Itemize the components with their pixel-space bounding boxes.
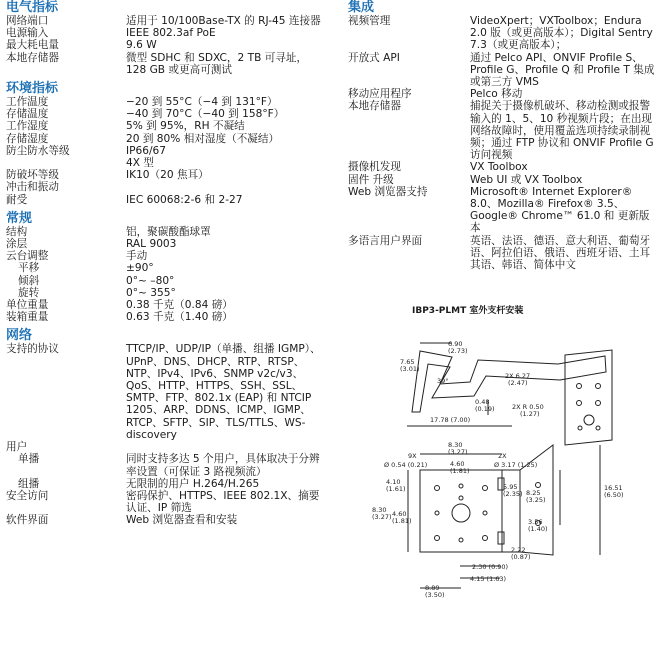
spec-key: 网络端口 — [6, 15, 49, 27]
svg-text:9X: 9X — [408, 452, 417, 460]
left-column — [6, 0, 324, 527]
spec-value: 9.6 W — [126, 39, 157, 52]
spec-value: 铝，聚碳酸酯球罩 — [126, 225, 211, 238]
svg-text:(1.40): (1.40) — [528, 525, 548, 533]
svg-text:(2.73): (2.73) — [448, 347, 468, 355]
spec-key: 支持的协议 — [6, 343, 59, 356]
svg-text:(3.27): (3.27) — [372, 513, 392, 521]
spec-value: Microsoft® Internet Explorer® 8.0、Mozilla® Firefox® 3.5、Google® Chrome™ 61.0 和 更新版本 — [470, 185, 650, 235]
spec-value: 4X 型 — [126, 157, 154, 170]
spec-key: 多语言用户界面 — [348, 234, 423, 247]
section-title: 集成 — [348, 0, 375, 15]
spec-key: 最大耗电量 — [6, 39, 59, 52]
spec-value: VideoXpert；VXToolbox；Endura 2.0 版（或更高版本）；Digital Sentry 7.3（或更高版本）； — [470, 15, 653, 52]
spec-key — [6, 157, 126, 169]
spec-key: 结构 — [6, 225, 28, 238]
svg-text:39°: 39° — [437, 377, 449, 385]
spec-row — [348, 235, 658, 272]
spec-row — [6, 96, 324, 108]
spec-row — [6, 287, 324, 299]
spec-key: 旋转 — [18, 286, 40, 299]
spec-row — [6, 262, 324, 274]
spec-value: IEEE 802.3af PoE — [126, 27, 216, 40]
spec-key: 组播 — [18, 477, 40, 490]
spec-row — [6, 299, 324, 311]
svg-text:(3.25): (3.25) — [526, 496, 546, 504]
spec-row — [6, 343, 324, 441]
spec-key: 防破坏等级 — [6, 169, 59, 182]
svg-text:(3.50): (3.50) — [425, 591, 445, 599]
spec-value: 适用于 10/100Base-TX 的 RJ-45 连接器 — [126, 15, 321, 27]
spec-value: 0.38 千克（0.84 磅） — [126, 299, 233, 312]
section-title: 电气指标 — [6, 0, 59, 15]
spec-value — [126, 181, 324, 193]
spec-row — [6, 181, 324, 193]
spec-row — [348, 88, 658, 100]
spec-row — [6, 133, 324, 145]
spec-row — [6, 52, 324, 76]
spec-value: −40 到 70°C（−40 到 158°F） — [126, 108, 285, 121]
svg-text:5.95: 5.95 — [503, 483, 518, 491]
spec-value: 0.63 千克（1.40 磅） — [126, 311, 233, 324]
spec-key: 装箱重量 — [6, 311, 49, 324]
spec-value: −20 到 55°C（−4 到 131°F） — [126, 96, 278, 109]
spec-value: 密码保护、HTTPS、IEEE 802.1X、摘要认证、IP 筛选 — [126, 489, 320, 515]
svg-text:7.65: 7.65 — [400, 358, 415, 366]
spec-value: Pelco 移动 — [470, 88, 523, 101]
spec-row — [348, 52, 658, 89]
spec-row — [6, 120, 324, 132]
svg-text:Ø 0.54 (0.21): Ø 0.54 (0.21) — [384, 461, 428, 469]
spec-value: 英语、法语、德语、意大利语、葡萄牙语、阿拉伯语、俄语、西班牙语、土耳其语、韩语、简体中文 — [470, 234, 651, 272]
spec-row — [6, 39, 324, 51]
spec-row — [6, 238, 324, 250]
spec-row — [6, 514, 324, 526]
svg-text:4.15 (1.63): 4.15 (1.63) — [470, 575, 507, 583]
spec-key: 耐受 — [6, 193, 28, 206]
spec-value: IEC 60068:2-6 和 2-27 — [126, 193, 243, 206]
spec-row — [348, 15, 658, 52]
right-column — [348, 0, 658, 271]
section-title: 常规 — [6, 210, 33, 226]
spec-key: 工作湿度 — [6, 120, 49, 133]
section-title: 环境指标 — [6, 81, 59, 97]
spec-value: RAL 9003 — [126, 238, 177, 251]
spec-key: Web 浏览器支持 — [348, 185, 428, 198]
svg-text:(1.61): (1.61) — [386, 485, 406, 493]
spec-key: 单位重量 — [6, 299, 49, 312]
figure-title: IBP3-PLMT 室外支杆安装 — [412, 306, 524, 316]
svg-text:8.25: 8.25 — [526, 489, 541, 497]
spec-value: Web UI 或 VX Toolbox — [470, 173, 583, 186]
spec-key: 本地存储器 — [348, 100, 401, 113]
spec-key: 本地存储器 — [6, 51, 59, 64]
svg-text:8.89: 8.89 — [425, 584, 440, 592]
spec-key: 存储湿度 — [6, 132, 49, 145]
svg-text:(1.27): (1.27) — [520, 410, 540, 418]
svg-text:16.51: 16.51 — [604, 484, 623, 492]
svg-text:(3.27): (3.27) — [448, 448, 468, 456]
section-title: 网络 — [6, 328, 33, 344]
svg-text:2X R 0.50: 2X R 0.50 — [512, 403, 544, 411]
spec-value: 0°~ –80° — [126, 274, 175, 287]
spec-row — [6, 145, 324, 157]
spec-row — [6, 275, 324, 287]
bracket-front-plate — [420, 470, 502, 552]
svg-text:(0.87): (0.87) — [511, 553, 531, 561]
bracket-side-profile — [412, 351, 606, 412]
spec-row — [348, 186, 658, 235]
spec-row — [6, 490, 324, 514]
spec-value: IP66/67 — [126, 144, 167, 157]
spec-value: 手动 — [126, 250, 148, 263]
spec-value: 同时支持多达 5 个用户，具体取决于分辨率设置（可保证 3 路视频流） — [126, 453, 320, 478]
spec-key: 安全访问 — [6, 489, 49, 502]
spec-value: VX Toolbox — [470, 161, 528, 174]
spec-row — [348, 100, 658, 161]
bracket-plate-side — [565, 350, 612, 445]
svg-text:(6.50): (6.50) — [604, 491, 624, 499]
spec-value: 5% 到 95%，RH 不凝结 — [126, 120, 245, 133]
spec-value: 微型 SDHC 和 SDXC，2 TB 可寻址，128 GB 或更高可测试 — [126, 51, 308, 76]
spec-value: 20 到 80% 相对湿度（不凝结） — [126, 132, 280, 145]
spec-value: 捕捉关于摄像机破坏、移动检测或报警输入的 1、5、10 秒视频片段；在出现网络故障时，使用覆盖选项持续录制视频；通过 FTP 协议和 ONVIF Profile G 访问视频 — [470, 100, 654, 162]
svg-text:(2.35): (2.35) — [503, 490, 523, 498]
spec-key: 平移 — [18, 262, 40, 275]
spec-key: 单播 — [18, 453, 40, 466]
spec-row — [6, 478, 324, 490]
spec-key: 视频管理 — [348, 15, 391, 27]
spec-value: 通过 Pelco API、ONVIF Profile S、Profile G、Profile Q 和 Profile T 集成或第三方 VMS — [470, 51, 655, 89]
svg-text:4.60: 4.60 — [450, 460, 465, 468]
spec-value: 0°~ 355° — [126, 286, 176, 299]
svg-text:3.56: 3.56 — [528, 518, 543, 526]
spec-key: 固件 升级 — [348, 173, 394, 186]
svg-text:Ø 3.17 (1.25): Ø 3.17 (1.25) — [494, 461, 538, 469]
svg-text:4.10: 4.10 — [386, 478, 401, 486]
svg-text:(1.81): (1.81) — [392, 517, 412, 525]
svg-text:2.22: 2.22 — [511, 546, 526, 554]
spec-value — [126, 441, 324, 453]
spec-key: 防尘防水等级 — [6, 144, 70, 157]
spec-row — [348, 174, 658, 186]
spec-row — [6, 250, 324, 262]
spec-key: 涂层 — [6, 238, 28, 251]
spec-key: 冲击和振动 — [6, 181, 59, 194]
spec-row — [6, 157, 324, 169]
spec-key: 软件界面 — [6, 514, 49, 527]
dim-label: 6.90 — [448, 340, 463, 348]
spec-value: Web 浏览器查看和安装 — [126, 514, 238, 527]
spec-row — [6, 108, 324, 120]
svg-text:17.78 (7.00): 17.78 (7.00) — [430, 416, 471, 424]
spec-row — [6, 453, 324, 477]
svg-text:(0.19): (0.19) — [475, 405, 495, 413]
svg-text:(3.01): (3.01) — [400, 365, 420, 373]
svg-text:2X: 2X — [498, 452, 507, 460]
spec-value: ±90° — [126, 262, 154, 275]
svg-text:(1.81): (1.81) — [450, 467, 470, 475]
svg-text:8.30: 8.30 — [448, 441, 463, 449]
svg-text:8.30: 8.30 — [372, 506, 387, 514]
spec-key: 云台调整 — [6, 250, 49, 263]
svg-text:4.60: 4.60 — [392, 510, 407, 518]
svg-text:(2.47): (2.47) — [508, 379, 528, 387]
spec-row — [6, 441, 324, 453]
svg-text:0.48: 0.48 — [475, 398, 490, 406]
spec-key: 工作温度 — [6, 96, 49, 109]
spec-key: 移动应用程序 — [348, 88, 412, 101]
svg-text:2X 6.27: 2X 6.27 — [505, 372, 531, 380]
spec-key: 用户 — [6, 441, 28, 454]
spec-value: 无限制的用户 H.264/H.265 — [126, 477, 260, 490]
spec-value: IK10（20 焦耳） — [126, 169, 209, 182]
spec-row — [6, 311, 324, 323]
spec-key: 开放式 API — [348, 51, 400, 64]
spec-key: 摄像机发现 — [348, 161, 401, 174]
spec-row — [6, 226, 324, 238]
spec-row — [6, 194, 324, 206]
spec-row — [6, 169, 324, 181]
spec-key: 存储温度 — [6, 108, 49, 121]
spec-row — [348, 161, 658, 173]
spec-row — [6, 15, 324, 27]
svg-text:2.30 (0.90): 2.30 (0.90) — [472, 563, 509, 571]
spec-row — [6, 27, 324, 39]
spec-key: 倾斜 — [18, 274, 40, 287]
spec-key: 电源输入 — [6, 27, 49, 40]
spec-value: TTCP/IP、UDP/IP（单播、组播 IGMP）、UPnP、DNS、DHCP、RTP、RTSP、NTP、IPv4、IPv6、SNMP v2c/v3、QoS、HTTP、HTTPS、SSH、SSL、SMTP、FTP、802.1x (EAP) 和 NTCIP 1205、ARP、DDNS、ICMP、IGMP、RTCP、SFTP、SIP、TLS/TTLS、WS-discovery — [126, 343, 321, 441]
